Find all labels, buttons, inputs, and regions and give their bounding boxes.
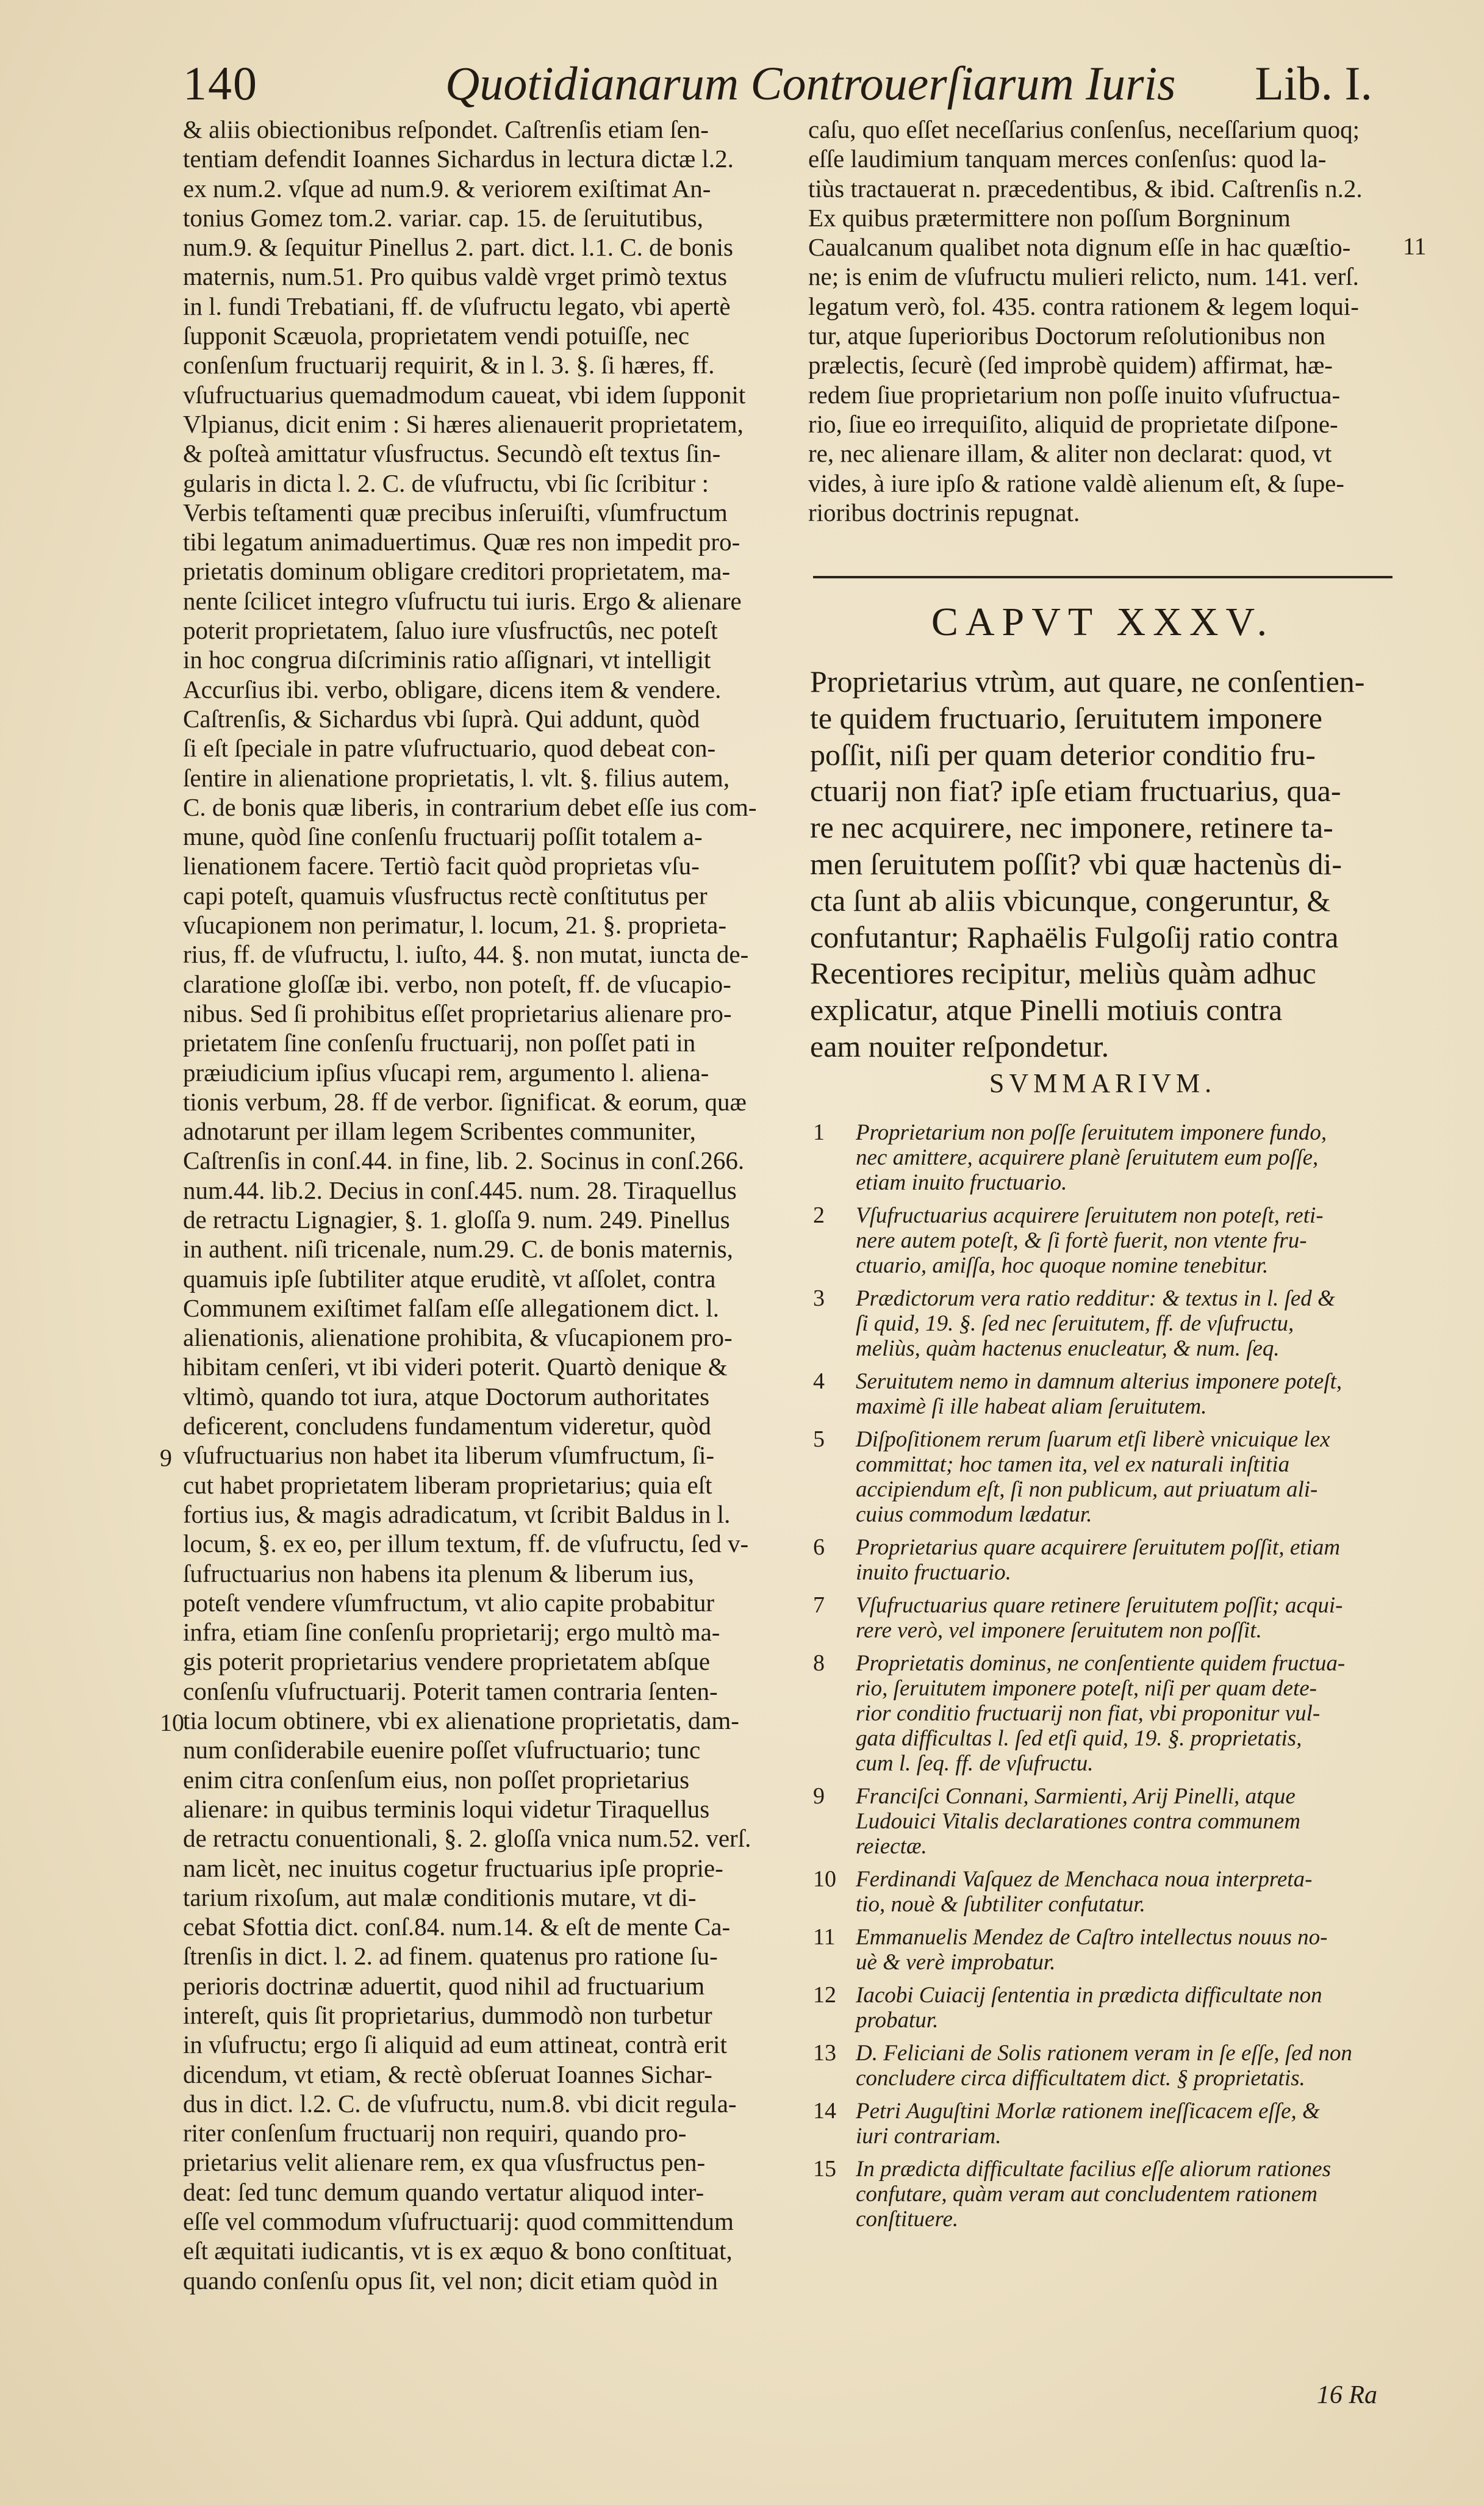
summary-line: Ferdinandi Vaſquez de Menchaca noua interpreta- [856,1867,1313,1892]
left-text-line: num.9. & ſequitur Pinellus 2. part. dict. l.1. C. de bonis [183,233,733,262]
left-text-line: cebat Sfottia dict. conſ.84. num.14. & eſt de mente Ca- [183,1913,731,1941]
summary-item [813,1867,1399,1917]
summary-line: ſi quid, 19. §. ſed nec ſeruitutem, ff. de vſufructu, [856,1311,1294,1336]
left-text-line: poteſt vendere vſumfructum, vt alio capite probabitur [183,1588,714,1617]
left-text-line: tarium rixoſum, aut malæ conditionis mutare, vt di- [183,1883,697,1911]
summary-item-text [856,1925,1399,1975]
chapter-rule [813,576,1393,578]
summary-item-number: 11 [813,1924,836,1950]
running-header [183,56,1372,117]
left-text-line: ſupponit Scæuola, proprietatem vendi potuiſſe, nec [183,322,690,350]
argument-line: ctuarij non fiat? ipſe etiam fructuarius, qua- [810,774,1341,808]
summary-item [813,1784,1399,1859]
left-text-line: ſi eſt ſpeciale in patre vſufructuario, quod debeat con- [183,734,716,763]
left-text-line: dus in dict. l.2. C. de vſufructu, num.8. vbi dicit regula- [183,2089,737,2118]
left-text-line: dicendum, vt etiam, & rectè obſeruat Ioannes Sichar- [183,2060,712,2088]
left-text-line: num.44. lib.2. Decius in conſ.445. num. 28. Tiraquellus [183,1176,737,1204]
left-text-line: adnotarunt per illam legem Scribentes communiter, [183,1117,696,1146]
summary-item-text [856,1983,1399,2033]
summary-item [813,2041,1399,2091]
summary-line: tio, nouè & ſubtiliter confutatur. [856,1892,1145,1917]
left-text-line: de retractu Lignagier, §. 1. gloſſa 9. num. 249. Pinellus [183,1205,730,1234]
right-text-line: Ex quibus prætermittere non poſſum Borgninum [808,203,1291,232]
summary-line: Proprietarius quare acquirere ſeruitutem poſſit, etiam [856,1535,1341,1560]
summary-item-text [856,1203,1399,1278]
argument-line: Proprietarius vtrùm, aut quare, ne conſentien- [810,664,1365,699]
argument-line: cta ſunt ab aliis vbicunque, congeruntur, & [810,883,1331,918]
left-text-line: claratione gloſſæ ibi. verbo, non poteſt, ff. de vſucapio- [183,969,731,998]
left-text-line: tionis verbum, 28. ff de verbor. ſignificat. & eorum, quæ [183,1087,747,1116]
left-text-line: in vſufructu; ergo ſi aliquid ad eum attineat, contrà erit [183,2030,727,2059]
summary-line: accipiendum eſt, ſi non publicum, aut priuatum ali- [856,1477,1318,1502]
left-text-line: vſufructuarius non habet ita liberum vſumfructum, ſi- [183,1441,715,1470]
left-text-line: lienationem facere. Tertiò facit quòd proprietas vſu- [183,852,700,880]
summary-line: uè & verè improbatur. [856,1950,1056,1975]
left-text-line: deficerent, concludens fundamentum videretur, quòd [183,1412,711,1440]
right-text-line: caſu, quo eſſet neceſſarius conſenſus, neceſſarium quoq; [808,115,1360,143]
summary-item-text [856,1535,1399,1585]
right-text-line: ne; is enim de vſufructu mulieri relicto, num. 141. verſ. [808,262,1359,291]
summary-line: iuri contrariam. [856,2124,1002,2149]
chapter-heading: CAPVT XXXV. [931,600,1275,644]
argument-line: confutantur; Raphaëlis Fulgoſij ratio contra [810,919,1339,954]
argument-line: te quidem fructuario, ſeruitutem imponere [810,700,1322,735]
left-text-line: perioris doctrinæ aduertit, quod nihil ad fructuarium [183,1971,705,2000]
summary-item-number: 3 [813,1285,825,1311]
book-label: Lib. I. [1255,57,1372,110]
summary-item-number: 12 [813,1982,836,2008]
summary-line: Diſpoſitionem rerum ſuarum etſi liberè vnicuique lex [856,1427,1330,1452]
left-text-line: ex num.2. vſque ad num.9. & veriorem exiſtimat An- [183,174,711,203]
summarium-list [813,1120,1399,2240]
left-text-line: cut habet proprietatem liberam proprietarius; quia eſt [183,1470,712,1499]
summary-item-text [856,2157,1399,2232]
summary-line: conſtituere. [856,2207,959,2232]
left-text-line: alienationis, alienatione prohibita, & vſucapionem pro- [183,1323,733,1352]
left-text-line: riter conſenſum fructuarij non requiri, quando pro- [183,2119,687,2147]
summary-item-text [856,2099,1399,2149]
left-text-line: in hoc congrua diſcriminis ratio aſſignari, vt intelligit [183,645,711,674]
left-text-line: tonius Gomez tom.2. variar. cap. 15. de ſeruitutibus, [183,203,703,232]
catchword [1317,2381,1377,2410]
summary-item [813,2157,1399,2232]
summary-item-text [856,2041,1399,2091]
left-text-line: & aliis obiectionibus reſpondet. Caſtrenſis etiam ſen- [183,115,709,143]
left-text-line: Caſtrenſis in conſ.44. in fine, lib. 2. Socinus in conſ.266. [183,1146,745,1175]
summary-line: Ludouici Vitalis declarationes contra communem [856,1809,1300,1834]
left-text-line: tia locum obtinere, vbi ex alienatione proprietatis, dam- [183,1706,739,1735]
summary-line: Prædictorum vera ratio redditur: & textus in l. ſed & [856,1286,1335,1311]
left-text-line: & poſteà amittatur vſusfructus. Secundò eſt textus ſin- [183,439,721,468]
summary-item [813,1983,1399,2033]
summary-line: nere autem poteſt, & ſi fortè fuerit, non vtente fru- [856,1228,1307,1253]
left-text-line: gis poterit proprietarius vendere proprietatem abſque [183,1647,711,1676]
summary-line: Proprietatis dominus, ne conſentiente quidem fructua- [856,1651,1346,1676]
summary-item-number: 15 [813,2156,836,2182]
left-text-line: Verbis teſtamenti quæ precibus inſeruiſti, vſumfructum [183,498,728,527]
left-text-line: fortius ius, & magis adradicatum, vt ſcribit Baldus in l. [183,1500,731,1528]
summary-item-number: 13 [813,2040,836,2066]
summary-line: ctuario, amiſſa, hoc quoque nomine tenebitur. [856,1253,1269,1278]
left-text-line: Accurſius ibi. verbo, obligare, dicens item & vendere. [183,675,722,703]
summary-item-number: 4 [813,1368,825,1394]
left-text-line: prietatis dominum obligare creditori proprietatem, ma- [183,557,731,586]
right-text-line: Caualcanum qualibet nota dignum eſſe in hac quæſtio- [808,233,1351,262]
right-text-line: eſſe laudimium tanquam merces conſenſus: quod la- [808,145,1327,173]
summary-line: probatur. [856,2008,939,2033]
argument-line: poſſit, niſi per quam deterior conditio fru- [810,737,1316,772]
summary-line: etiam inuito fructuario. [856,1170,1067,1195]
page-number: 140 [183,57,258,110]
left-text-line: infra, etiam ſine conſenſu proprietarij; ergo multò ma- [183,1618,720,1647]
left-text-line: alienare: in quibus terminis loqui videtur Tiraquellus [183,1794,710,1823]
left-text-line: eſt æquitati iudicantis, vt is ex æquo & bono conſtituat, [183,2237,733,2265]
summary-item [813,2099,1399,2149]
summary-line: rere verò, vel imponere ſeruitutem non poſſit. [856,1618,1262,1643]
summary-item-number: 2 [813,1202,825,1228]
left-text-line: locum, §. ex eo, per illum textum, ff. de vſufructu, ſed v- [183,1529,749,1558]
argument-line: re nec acquirere, nec imponere, retinere ta- [810,810,1333,845]
summary-item-text [856,1651,1399,1776]
summary-line: Vſufructuarius quare retinere ſeruitutem poſſit; acqui- [856,1593,1343,1618]
summary-item-text [856,1593,1399,1643]
left-text-line: Communem exiſtimet falſam eſſe allegationem dict. l. [183,1293,719,1322]
summary-line: reiectæ. [856,1834,927,1859]
summary-line: inuito fructuario. [856,1560,1011,1585]
margin-number: 9 [160,1443,172,1472]
left-text-line: conſenſu vſufructuarij. Poterit tamen contraria ſenten- [183,1677,718,1705]
summary-line: Emmanuelis Mendez de Caſtro intellectus nouus no- [856,1925,1328,1950]
left-text-line: prietarius velit alienare rem, ex qua vſusfructus pen- [183,2148,706,2177]
left-text-line: eſſe vel commodum vſufructuarij: quod committendum [183,2207,734,2236]
summary-line: Iacobi Cuiacij ſententia in prædicta difficultate non [856,1983,1322,2008]
left-text-line: Vlpianus, dicit enim : Si hæres alienauerit proprietatem, [183,409,744,438]
running-title: Quotidianarum Controuerſiarum Iuris [445,57,1176,110]
left-text-line: præiudicium ipſius vſucapi rem, argumento l. aliena- [183,1058,709,1087]
argument-line: eam nouiter reſpondetur. [810,1029,1109,1063]
left-text-line: quando conſenſu opus ſit, vel non; dicit etiam quòd in [183,2266,718,2295]
left-text-line: nam licèt, nec inuitus cogetur fructuarius ipſe proprie- [183,1853,723,1882]
summary-line: rior conditio fructuarij non fiat, vbi proponitur vul- [856,1701,1321,1726]
right-text-line: rioribus doctrinis repugnat. [808,498,1080,527]
summary-item-text [856,1427,1399,1527]
summary-item [813,1203,1399,1278]
summary-item-text [856,1369,1399,1419]
left-text-line: ſentire in alienatione proprietatis, l. vlt. §. filius autem, [183,763,730,792]
left-text-line: de retractu conuentionali, §. 2. gloſſa vnica num.52. verſ. [183,1824,751,1853]
summary-item-text [856,1867,1399,1917]
summary-line: rio, ſeruitutem imponere poteſt, niſi per quam dete- [856,1676,1317,1701]
left-text-line: Caſtrenſis, & Sichardus vbi ſuprà. Qui addunt, quòd [183,704,700,733]
summary-line: Franciſci Connani, Sarmienti, Arij Pinelli, atque [856,1784,1296,1809]
summary-item [813,1120,1399,1195]
summary-line: cum l. ſeq. ff. de vſufructu. [856,1751,1094,1776]
left-text-line: prietatem ſine conſenſu fructuarij, non poſſet pati in [183,1029,696,1057]
summary-item-text [856,1120,1399,1195]
left-text-line: capi poteſt, quamuis vſusfructus rectè conſtitutus per [183,881,708,910]
left-text-line: conſenſum fructuarij requirit, & in l. 3. §. ſi hæres, ff. [183,351,715,379]
summary-line: committat; hoc tamen ita, vel ex naturali inſtitia [856,1452,1290,1477]
left-text-line: tentiam defendit Ioannes Sichardus in lectura dictæ l.2. [183,145,734,173]
summary-item [813,1535,1399,1585]
summary-line: Proprietarium non poſſe ſeruitutem imponere fundo, [856,1120,1327,1145]
summary-line: confutare, quàm veram aut concludentem rationem [856,2182,1317,2207]
right-text-line: tiùs tractauerat n. præcedentibus, & ibid. Caſtrenſis n.2. [808,174,1363,203]
left-text-line: ſtrenſis in dict. l. 2. ad finem. quatenus pro ratione ſu- [183,1942,718,1971]
summary-line: Petri Auguſtini Morlæ rationem ineſſicacem eſſe, & [856,2099,1320,2124]
left-text-line: vſucapionem non perimatur, l. locum, 21. §. proprieta- [183,911,727,940]
left-text-line: in l. fundi Trebatiani, ff. de vſufructu legato, vbi apertè [183,292,731,320]
left-column [183,115,781,2295]
right-text-line: rio, ſiue eo irrequiſito, aliquid de proprietate diſpone- [808,409,1338,438]
left-text-line: nente ſcilicet integro vſufructu tui iuris. Ergo & alienare [183,586,742,615]
summary-line: Vſufructuarius acquirere ſeruitutem non poteſt, reti- [856,1203,1324,1228]
left-text-line: hibitam cenſeri, vt ibi videri poterit. Quartò denique & [183,1353,728,1381]
summary-item-number: 7 [813,1592,825,1618]
right-text-line: re, nec alienare illam, & aliter non declarat: quod, vt [808,439,1332,468]
left-text-line: num conſiderabile euenire poſſet vſufructuario; tunc [183,1736,701,1764]
argument-line: Recentiores recipitur, meliùs quàm adhuc [810,956,1316,991]
summary-line: meliùs, quàm hactenus enucleatur, & num. ſeq. [856,1336,1280,1361]
argument-line: explicatur, atque Pinelli motiuis contra [810,993,1283,1027]
left-text-line: C. de bonis quæ liberis, in contrarium debet eſſe ius com- [183,792,757,821]
summary-item [813,1593,1399,1643]
right-text-line: tur, atque ſuperioribus Doctorum reſolutionibus non [808,322,1325,350]
right-column-text [808,115,1400,527]
summary-item-number: 14 [813,2098,836,2124]
summary-item-number: 10 [813,1866,836,1892]
left-text-line: mune, quòd ſine conſenſu fructuarij poſſit totalem a- [183,822,703,851]
right-text-line: prælectis, ſecurè (ſed improbè quidem) affirmat, hæ- [808,351,1333,379]
summary-item [813,1369,1399,1419]
summary-item-number: 6 [813,1534,825,1560]
summary-line: In prædicta difficultate facilius eſſe aliorum rationes [856,2157,1331,2182]
catchword-text: 16 Ra [1316,2381,1377,2409]
left-text-line: intereſt, quis ſit proprietarius, dummodò non turbetur [183,2001,712,2029]
argument-line: men ſeruitutem poſſit? vbi quæ hactenùs di- [810,846,1342,881]
margin-number-11: 11 [1403,232,1427,260]
left-text-line: rius, ff. de vſufructu, l. iuſto, 44. §. non mutat, iuncta de- [183,940,749,969]
chapter-argument [810,664,1396,1065]
left-text-line: tibi legatum animaduertimus. Quæ res non impedit pro- [183,528,740,556]
margin-number: 10 [160,1709,184,1737]
left-text-line: vltimò, quando tot iura, atque Doctorum authoritates [183,1382,710,1411]
right-text-line: redem ſiue proprietarium non poſſe inuito vſufructua- [808,380,1341,409]
summary-item-text [856,1286,1399,1361]
summary-item [813,1651,1399,1776]
summary-item-text [856,1784,1399,1859]
left-text-line: nibus. Sed ſi prohibitus eſſet proprietarius alienare pro- [183,999,732,1027]
left-text-line: in authent. niſi tricenale, num.29. C. de bonis maternis, [183,1235,733,1263]
left-text-line: vſufructuarius quemadmodum caueat, vbi idem ſupponit [183,380,746,409]
left-text-line: poterit proprietatem, ſaluo iure vſusfructûs, nec poteſt [183,616,718,645]
left-text-line: ſufructuarius non habens ita plenum & liberum ius, [183,1559,695,1587]
left-text-line: quamuis ipſe ſubtiliter atque eruditè, vt aſſolet, contra [183,1264,716,1293]
summary-line: Seruitutem nemo in damnum alterius imponere poteſt, [856,1369,1342,1394]
summary-line: concludere circa difficultatem dict. § proprietatis. [856,2066,1305,2091]
summary-item-number: 5 [813,1426,825,1452]
summary-item-number: 1 [813,1120,825,1145]
summary-line: cuius commodum lædatur. [856,1502,1092,1527]
summary-line: D. Feliciani de Solis rationem veram in ſe eſſe, ſed non [856,2041,1352,2066]
left-text-line: gularis in dicta l. 2. C. de vſufructu, vbi ſic ſcribitur : [183,469,709,497]
summary-line: nec amittere, acquirere planè ſeruitutem eum poſſe, [856,1145,1319,1170]
summary-item [813,1286,1399,1361]
summary-item [813,1925,1399,1975]
summary-item [813,1427,1399,1527]
left-text-line: maternis, num.51. Pro quibus valdè vrget primò textus [183,262,728,291]
summary-item-number: 8 [813,1650,825,1676]
summary-line: maximè ſi ille habeat aliam ſeruitutem. [856,1394,1207,1419]
summary-line: gata difficultas l. ſed etſi quid, 19. §. proprietatis, [856,1726,1302,1751]
summary-item-number: 9 [813,1783,825,1809]
left-text-line: deat: ſed tunc demum quando vertatur aliquod inter- [183,2177,704,2206]
right-text-line: legatum verò, fol. 435. contra rationem & legem loqui- [808,292,1359,320]
summarium-heading: SVMMARIVM. [989,1068,1217,1098]
left-text-line: enim citra conſenſum eius, non poſſet proprietarius [183,1765,690,1794]
right-text-line: vides, à iure ipſo & ratione valdè alienum eſt, & ſupe- [808,469,1344,497]
